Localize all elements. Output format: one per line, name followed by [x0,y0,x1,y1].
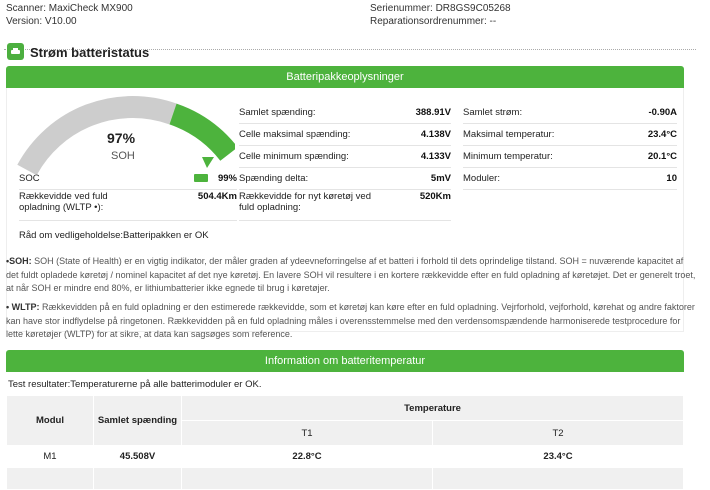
info-value: 23.4°C [647,129,677,140]
maintenance-advice: Råd om vedligeholdelse:Batteripakken er OK [19,230,209,241]
info-label: Samlet strøm: [463,107,523,118]
module-cell: M1 [7,446,94,468]
test-result: Test resultater:Temperaturerne på alle batterimoduler er OK. [8,379,262,390]
info-label: Moduler: [463,173,500,184]
info-value: 20.1°C [647,151,677,162]
soh-note: •SOH: SOH (State of Health) er en vigtig indikator, der måler graden af ydeevneforringelse af et batteri i forhold til dets oprindelige tilstand. SOH = nuværende kapacitet af det fuldt opladede køretøj / nominel kapacitet af det nye køretøj. En lavere SOH vil resultere i en kortere rækkevidde efter en fuld opladning af køretøjet. Det er generelt troet, at når SOH er mindre end 80%, er lithiumbatterier ikke egnede til brug i køretøjer. [6,256,696,293]
col-t2: T2 [433,421,684,446]
soc-label: SOC [19,173,40,184]
info-label: Celle maksimal spænding: [239,129,351,140]
info-value: 388.91V [415,107,451,118]
scanner-label: Scanner: MaxiCheck MX900 [6,3,133,14]
soc-value: 99% [217,173,237,184]
serial-number: Serienummer: DR8GS9C05268 [370,3,511,14]
range-value: 504.4Km [197,191,237,202]
range-label: Rækkevidde ved fuld opladning (WLTP •): [19,191,108,213]
col-voltage: Samlet spænding [94,396,182,446]
col-temperature: Temperature [182,396,684,421]
section-title: Strøm batteristatus [30,45,150,60]
col-t1: T1 [182,421,433,446]
info-label: Rækkevidde for nyt køretøj ved fuld opladning: [239,191,371,213]
info-value: 520Km [419,191,451,202]
t2-cell: 23.4°C [433,446,684,468]
info-value: 4.133V [420,151,451,162]
soh-value: 97% [107,130,136,146]
table-row [7,446,684,468]
info-label: Spænding delta: [239,173,309,184]
info-value: 5mV [430,173,451,184]
info-value: 10 [666,173,677,184]
info-label: Maksimal temperatur: [463,129,555,140]
col-module: Modul [7,396,94,446]
voltage-cell: 45.508V [94,446,182,468]
version-label: Version: V10.00 [6,16,77,27]
info-value: -0.90A [648,107,677,118]
temperature-table [6,395,684,490]
gauge-pointer-icon [202,157,214,168]
info-label: Samlet spænding: [239,107,316,118]
info-value: 4.138V [420,129,451,140]
table-row-partial [7,468,684,490]
battery-car-icon [7,43,24,60]
t1-cell: 22.8°C [182,446,433,468]
battery-pack-header: Batteripakkeoplysninger [6,66,684,88]
battery-icon [194,174,208,182]
wltp-note: • WLTP: Rækkevidden på en fuld opladning er den estimerede rækkevidde, som et køretøj kan køre efter en fuld opladning. Vejrforhold, vejforhold, kørehat og andre faktorer kan have stor indflydelse på ringetonen. Rækkevidden på en fuld opladning måles i overensstemmelse med den verdensomspændende harmoniserede testprocedure for lette køretøjer (WLTP) for at sikre, at data kan sagsøges som reference. [6,302,695,339]
soh-label: SOH [111,150,135,162]
temperature-header: Information om batteritemperatur [6,350,684,372]
info-label: Celle minimum spænding: [239,151,349,162]
repair-order-number: Reparationsordrenummer: -- [370,16,497,27]
info-label: Minimum temperatur: [463,151,553,162]
